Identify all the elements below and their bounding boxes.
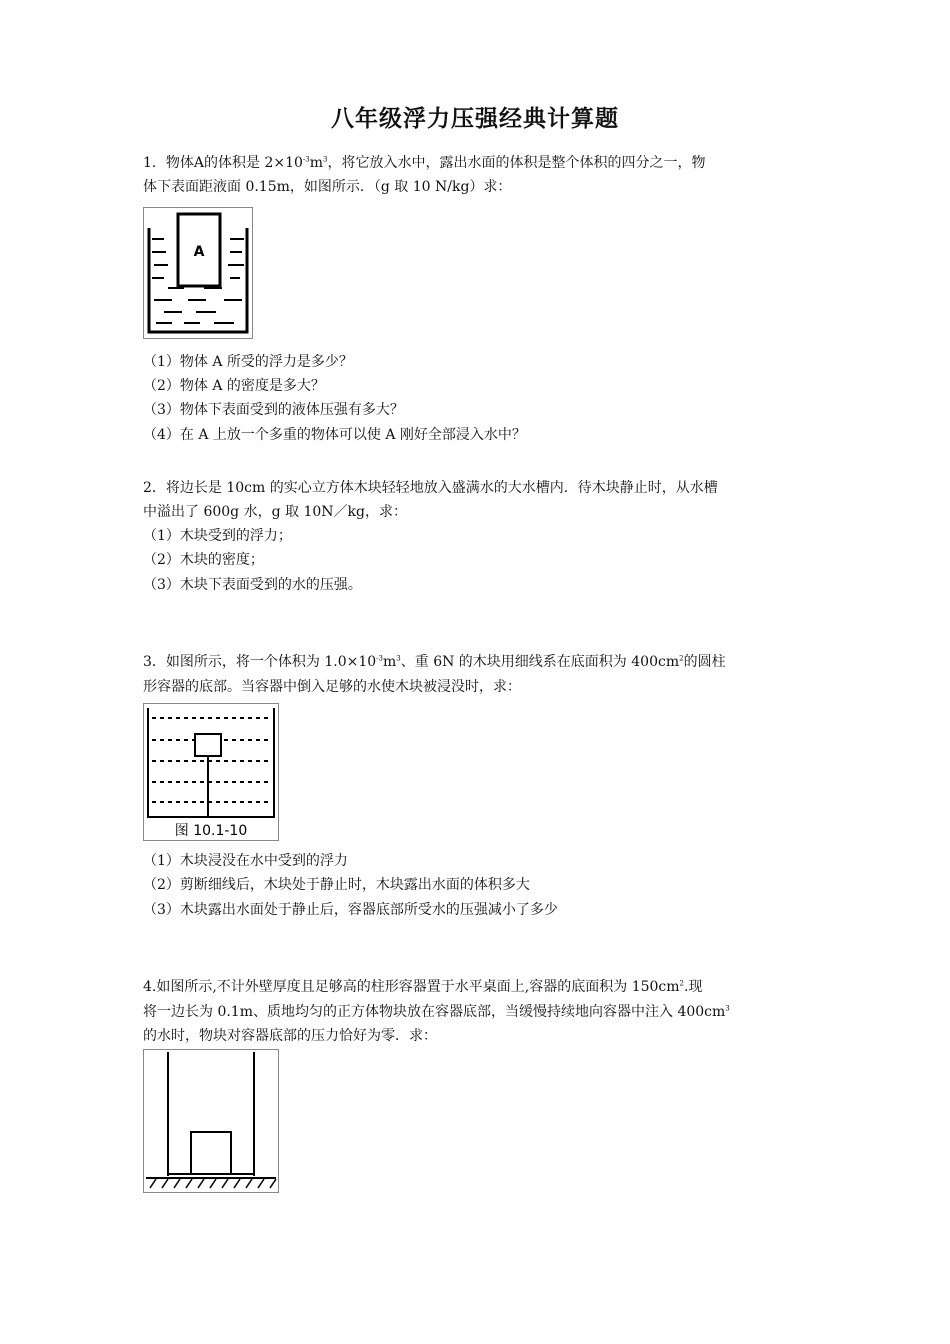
q3-figure	[143, 703, 279, 841]
q3-sub-1: （1）木块浸没在水中受到的浮力	[143, 853, 348, 869]
q3-sub-3: （3）木块露出水面处于静止后，容器底部所受水的压强减小了多少	[143, 902, 558, 918]
q3-figure-caption: 图 10.1-10	[174, 823, 248, 839]
q4-figure	[143, 1049, 279, 1193]
q3-line-1: 3．如图所示，将一个体积为 $1.0\times 10^{-3}m^3$、重 6N 的木块用细线系在底面积为 $400cm^2$的圆柱	[143, 654, 726, 670]
q1-sub-2: （2）物体 A 的密度是多大？	[143, 378, 325, 394]
q1-line-1: 1．物体A的体积是 $2\times 10^{-3}m^3$，将它放入水中，露出水面的体积是整个体积的四分之一，物	[143, 155, 706, 171]
q2-sub-2: （2）木块的密度；	[143, 552, 264, 568]
q4-line-2: 将一边长为 0.1m、质地均匀的正方体物块放在容器底部，当缓慢持续地向容器中注入 $400cm^3$	[143, 1004, 730, 1020]
q3-line-2: 形容器的底部。当容器中倒入足够的水使木块被浸没时，求：	[143, 679, 521, 695]
q2-sub-1: （1）木块受到的浮力；	[143, 528, 292, 544]
q2-line-1: 2．将边长是 10cm 的实心立方体木块轻轻地放入盛满水的大水槽内．待木块静止时，从水槽	[143, 480, 718, 496]
q2-sub-3: （3）木块下表面受到的水的压强。	[143, 577, 362, 593]
page-title: 八年级浮力压强经典计算题	[331, 106, 619, 132]
q1-sub-1: （1）物体 A 所受的浮力是多少？	[143, 354, 353, 370]
q3-figure-drawing	[144, 704, 278, 840]
q1-sub-3: （3）物体下表面受到的液体压强有多大？	[143, 402, 404, 418]
q4-line-3: 的水时，物块对容器底部的压力恰好为零．求：	[143, 1028, 437, 1044]
q2-line-2: 中溢出了 600g 水，g 取 10N／kg，求：	[143, 504, 407, 520]
q4-figure-drawing	[144, 1050, 278, 1192]
q1-line-2: 体下表面距液面 0.15m，如图所示．（g 取 10 N/kg）求：	[143, 179, 512, 195]
q1-sub-4: （4）在 A 上放一个多重的物体可以使 A 刚好全部浸入水中？	[143, 427, 526, 443]
q1-figure	[143, 207, 253, 339]
q4-line-1: 4.如图所示,不计外壁厚度且足够高的柱形容器置于水平桌面上,容器的底面积为 $150cm^2$.现	[143, 979, 703, 995]
q3-sub-2: （2）剪断细线后，木块处于静止时，木块露出水面的体积多大	[143, 877, 530, 893]
q1-figure-drawing	[144, 208, 252, 338]
q1-figure-label: A	[193, 244, 205, 260]
